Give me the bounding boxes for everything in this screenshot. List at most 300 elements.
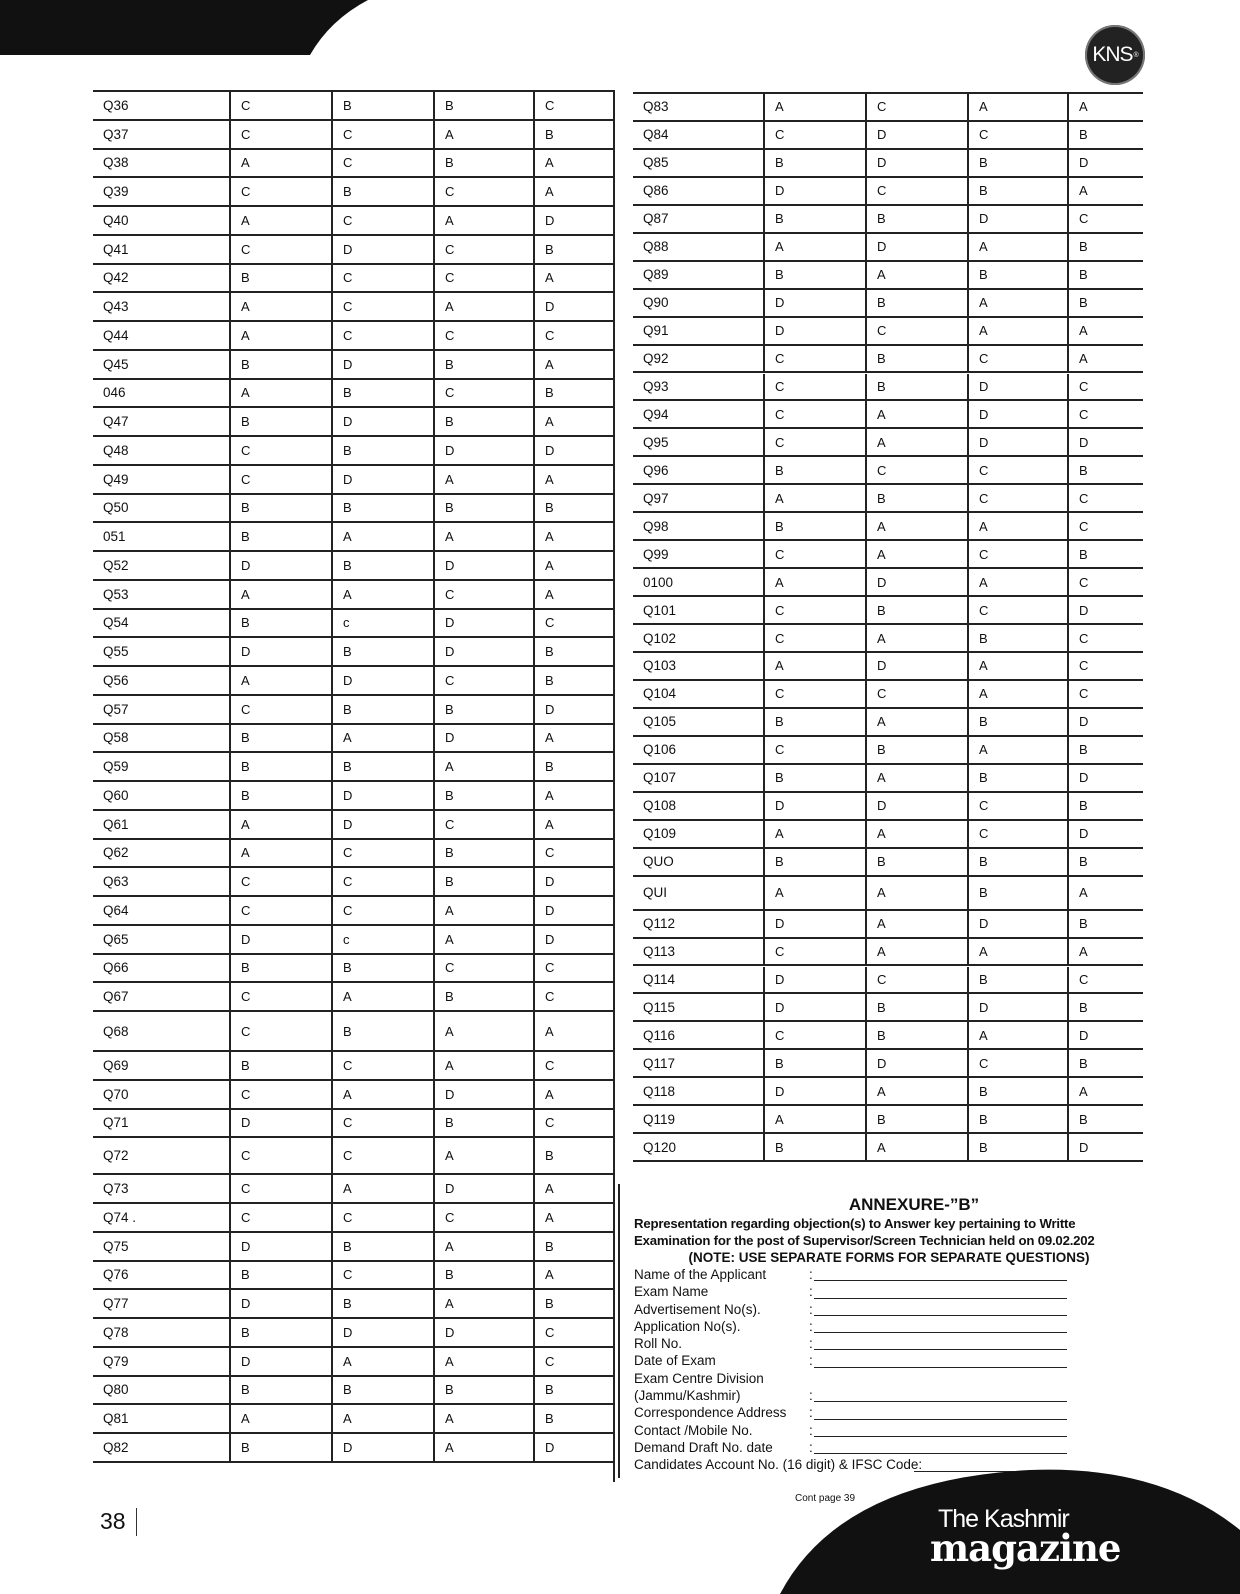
question-number-cell: Q116 [643, 1027, 676, 1043]
form-field-line[interactable] [814, 1298, 1067, 1299]
answer-cell: D [331, 351, 433, 378]
answer-cell: B [433, 351, 533, 378]
brand-the-kashmir: The Kashmir [938, 1505, 1069, 1533]
table-row [93, 1052, 615, 1081]
answer-cell: A [433, 1348, 533, 1375]
answer-cell: A [533, 725, 633, 752]
answer-cell: C [229, 121, 331, 148]
answer-cell: C [967, 485, 1067, 511]
answer-cell: A [967, 737, 1067, 763]
answer-cell: C [967, 541, 1067, 567]
question-number-cell: Q81 [103, 1411, 129, 1427]
answer-cell: A [229, 322, 331, 349]
answer-cell: D [1067, 150, 1167, 176]
answer-cell: D [1067, 429, 1167, 455]
form-field-line[interactable] [814, 1349, 1067, 1350]
answer-cell: D [433, 1319, 533, 1346]
answer-cell: D [1067, 1134, 1167, 1160]
question-number-cell: Q67 [103, 989, 129, 1005]
question-number-cell: Q37 [103, 126, 129, 142]
answer-cell: A [331, 983, 433, 1010]
answer-cell: C [967, 346, 1067, 372]
form-field-label: Contact /Mobile No. [634, 1422, 753, 1438]
answer-cell: D [229, 1233, 331, 1260]
question-number-cell: Q92 [643, 351, 669, 367]
answer-cell: C [433, 955, 533, 982]
answer-cell: A [763, 234, 865, 260]
answer-cell: B [331, 437, 433, 464]
answer-key-table-right [633, 92, 1143, 1181]
answer-cell: A [1067, 178, 1167, 204]
table-row [93, 696, 615, 725]
answer-cell: A [433, 897, 533, 924]
answer-cell: A [331, 1081, 433, 1108]
answer-cell: B [533, 1138, 633, 1173]
answer-cell: A [865, 911, 967, 937]
table-row [633, 737, 1143, 765]
answer-cell: C [1067, 625, 1167, 651]
answer-cell: C [433, 380, 533, 407]
form-field-colon: : [809, 1318, 813, 1334]
answer-cell: D [331, 782, 433, 809]
answer-cell: D [865, 122, 967, 148]
form-field-line[interactable] [814, 1280, 1067, 1281]
answer-cell: A [229, 667, 331, 694]
answer-cell: C [865, 457, 967, 483]
question-number-cell: Q96 [643, 462, 669, 478]
answer-cell: A [533, 466, 633, 493]
table-row [633, 625, 1143, 653]
question-number-cell: Q108 [643, 798, 677, 814]
question-number-cell: Q90 [643, 295, 669, 311]
answer-cell: B [763, 150, 865, 176]
question-number-cell: Q61 [103, 816, 129, 832]
table-row [633, 569, 1143, 597]
answer-cell: D [533, 207, 633, 234]
answer-cell: D [533, 868, 633, 895]
question-number-cell: Q82 [103, 1439, 129, 1455]
answer-cell: B [865, 737, 967, 763]
answer-cell: B [1067, 1106, 1167, 1132]
answer-cell: A [533, 150, 633, 177]
question-number-cell: Q89 [643, 267, 669, 283]
table-row [93, 1377, 615, 1406]
answer-cell: C [229, 1204, 331, 1231]
answer-cell: B [1067, 457, 1167, 483]
table-row [633, 1022, 1143, 1050]
answer-cell: B [865, 1106, 967, 1132]
answer-cell: A [865, 877, 967, 909]
form-field-label: Exam Name [634, 1284, 709, 1300]
question-number-cell: Q117 [643, 1055, 676, 1071]
question-number-cell: Q38 [103, 155, 129, 171]
table-row [93, 351, 615, 380]
answer-cell: C [763, 1022, 865, 1048]
table-row [633, 178, 1143, 206]
answer-cell: C [1067, 401, 1167, 427]
question-number-cell: Q107 [643, 770, 677, 786]
question-number-cell: Q114 [643, 971, 676, 987]
question-number-cell: Q66 [103, 960, 129, 976]
question-number-cell: Q60 [103, 787, 129, 803]
answer-cell: C [1067, 569, 1167, 595]
answer-cell: D [763, 793, 865, 819]
answer-cell: B [1067, 793, 1167, 819]
answer-cell: D [533, 1434, 633, 1461]
answer-cell: B [533, 495, 633, 522]
table-row [93, 408, 615, 437]
answer-cell: B [967, 877, 1067, 909]
answer-cell: B [229, 1377, 331, 1404]
answer-cell: D [331, 408, 433, 435]
answer-cell: B [967, 1106, 1067, 1132]
answer-cell: C [763, 625, 865, 651]
answer-cell: D [865, 569, 967, 595]
answer-cell: C [763, 122, 865, 148]
answer-cell: D [865, 653, 967, 679]
answer-cell: B [433, 150, 533, 177]
answer-cell: A [1067, 1078, 1167, 1104]
answer-cell: C [533, 1052, 633, 1079]
table-row [93, 667, 615, 696]
form-field-label: Application No(s). [634, 1318, 741, 1334]
question-number-cell: Q76 [103, 1267, 129, 1283]
table-border [613, 92, 615, 1482]
answer-cell: A [1067, 346, 1167, 372]
answer-cell: C [331, 1052, 433, 1079]
answer-cell: A [533, 351, 633, 378]
table-row [633, 541, 1143, 569]
answer-cell: D [433, 1175, 533, 1202]
question-number-cell: Q106 [643, 742, 677, 758]
registered-mark: ® [1133, 51, 1138, 59]
form-field-colon: : [809, 1301, 813, 1317]
form-field [634, 1301, 1144, 1318]
question-number-cell: Q79 [103, 1353, 129, 1369]
answer-cell: B [229, 351, 331, 378]
form-field [634, 1422, 1144, 1439]
answer-cell: C [229, 1081, 331, 1108]
form-field [634, 1318, 1144, 1335]
answer-cell: D [533, 696, 633, 723]
table-row [93, 725, 615, 754]
question-number-cell: 0100 [643, 574, 674, 590]
answer-cell: B [331, 955, 433, 982]
table-row [633, 793, 1143, 821]
answer-cell: B [229, 753, 331, 780]
answer-cell: D [331, 811, 433, 838]
annexure-form [634, 1195, 1144, 1474]
answer-cell: D [763, 994, 865, 1020]
answer-cell: B [1067, 994, 1167, 1020]
answer-cell: C [433, 667, 533, 694]
question-number-cell: Q97 [643, 490, 669, 506]
column-divider [618, 1184, 620, 1478]
answer-cell: B [865, 994, 967, 1020]
answer-cell: A [967, 653, 1067, 679]
answer-cell: B [433, 868, 533, 895]
answer-cell: C [865, 681, 967, 707]
answer-cell: B [229, 725, 331, 752]
question-number-cell: Q93 [643, 378, 669, 394]
answer-cell: D [229, 1348, 331, 1375]
answer-cell: D [229, 1110, 331, 1137]
answer-cell: C [967, 793, 1067, 819]
answer-cell: A [433, 1052, 533, 1079]
answer-cell: D [763, 967, 865, 993]
table-row [633, 122, 1143, 150]
answer-cell: D [533, 926, 633, 953]
answer-cell: A [865, 709, 967, 735]
page-number-divider [136, 1508, 137, 1536]
answer-cell: B [331, 495, 433, 522]
answer-cell: B [533, 1290, 633, 1317]
answer-cell: B [967, 262, 1067, 288]
answer-cell: D [763, 911, 865, 937]
answer-cell: A [865, 821, 967, 847]
answer-cell: B [763, 849, 865, 875]
question-number-cell: Q42 [103, 270, 129, 286]
form-field [634, 1370, 1144, 1387]
answer-cell: B [1067, 122, 1167, 148]
answer-cell: D [967, 429, 1067, 455]
answer-cell: C [229, 236, 331, 263]
answer-cell: B [967, 967, 1067, 993]
question-number-cell: Q119 [643, 1111, 676, 1127]
table-row [93, 638, 615, 667]
answer-cell: C [433, 581, 533, 608]
table-row [93, 265, 615, 294]
answer-cell: C [331, 150, 433, 177]
table-row [93, 92, 615, 121]
form-field-label: Candidates Account No. (16 digit) & IFSC Code: [634, 1457, 923, 1473]
table-row [633, 318, 1143, 346]
answer-cell: C [1067, 374, 1167, 400]
table-row [633, 485, 1143, 513]
question-number-cell: Q109 [643, 826, 677, 842]
answer-cell: A [229, 293, 331, 320]
answer-cell: A [533, 1081, 633, 1108]
answer-cell: B [331, 1012, 433, 1050]
answer-cell: C [229, 983, 331, 1010]
table-row [93, 753, 615, 782]
answer-cell: A [763, 1106, 865, 1132]
table-row [633, 681, 1143, 709]
table-row [633, 967, 1143, 995]
answer-cell: A [967, 290, 1067, 316]
answer-cell: B [331, 753, 433, 780]
answer-cell: B [433, 983, 533, 1010]
form-field-line[interactable] [814, 1436, 1067, 1437]
continued-note: Cont page 39 [795, 1493, 856, 1504]
answer-cell: A [1067, 318, 1167, 344]
answer-cell: C [331, 207, 433, 234]
question-number-cell: Q78 [103, 1324, 129, 1340]
question-number-cell: Q63 [103, 874, 129, 890]
answer-cell: A [533, 1262, 633, 1289]
question-number-cell: Q77 [103, 1296, 129, 1312]
answer-cell: D [331, 1319, 433, 1346]
question-number-cell: Q48 [103, 442, 129, 458]
answer-cell: B [229, 523, 331, 550]
table-row [633, 821, 1143, 849]
question-number-cell: QUI [643, 885, 668, 901]
question-number-cell: Q40 [103, 212, 129, 228]
form-field [634, 1352, 1144, 1369]
answer-cell: C [229, 92, 331, 119]
table-row [93, 811, 615, 840]
question-number-cell: Q115 [643, 999, 676, 1015]
answer-cell: D [229, 1290, 331, 1317]
answer-cell: B [331, 1233, 433, 1260]
answer-cell: B [433, 1110, 533, 1137]
answer-cell: D [331, 466, 433, 493]
answer-cell: B [967, 178, 1067, 204]
question-number-cell: Q99 [643, 546, 669, 562]
answer-cell: B [1067, 911, 1167, 937]
table-row [93, 1319, 615, 1348]
answer-cell: C [763, 429, 865, 455]
answer-cell: A [533, 811, 633, 838]
answer-cell: C [229, 868, 331, 895]
answer-cell: A [433, 523, 533, 550]
form-field [634, 1387, 1144, 1404]
brand-magazine: magazine [930, 1526, 1121, 1570]
answer-cell: C [533, 1319, 633, 1346]
question-number-cell: Q72 [103, 1148, 129, 1164]
form-field-label: Advertisement No(s). [634, 1301, 761, 1317]
answer-cell: C [763, 681, 865, 707]
answer-cell: D [763, 178, 865, 204]
answer-cell: C [865, 178, 967, 204]
table-row [93, 983, 615, 1012]
answer-cell: B [533, 638, 633, 665]
table-row [633, 346, 1143, 374]
answer-cell: A [533, 782, 633, 809]
answer-cell: B [763, 457, 865, 483]
answer-key-table-left [93, 90, 615, 1482]
table-row [93, 1233, 615, 1262]
table-row [93, 236, 615, 265]
form-field [634, 1404, 1144, 1421]
answer-cell: D [763, 1078, 865, 1104]
question-number-cell: Q62 [103, 845, 129, 861]
answer-cell: D [967, 911, 1067, 937]
answer-cell: C [533, 1348, 633, 1375]
answer-cell: D [331, 1434, 433, 1461]
answer-cell: D [433, 638, 533, 665]
answer-cell: A [229, 811, 331, 838]
answer-cell: A [229, 150, 331, 177]
answer-cell: D [865, 150, 967, 176]
answer-cell: D [1067, 709, 1167, 735]
form-field-line[interactable] [814, 1401, 1067, 1402]
table-row [633, 1050, 1143, 1078]
form-field-line[interactable] [814, 1315, 1067, 1316]
form-field-colon: : [809, 1267, 813, 1282]
answer-cell: B [533, 121, 633, 148]
question-number-cell: Q49 [103, 471, 129, 487]
question-number-cell: 051 [103, 529, 126, 545]
answer-cell: A [229, 380, 331, 407]
table-row [93, 1110, 615, 1139]
kns-logo-text: KNS [1092, 43, 1133, 66]
answer-cell: D [433, 610, 533, 637]
answer-cell: C [967, 457, 1067, 483]
answer-cell: A [967, 569, 1067, 595]
form-field-line[interactable] [814, 1419, 1067, 1420]
form-field-line[interactable] [814, 1367, 1067, 1368]
answer-cell: A [865, 1078, 967, 1104]
table-row [93, 552, 615, 581]
annexure-note: (NOTE: USE SEPARATE FORMS FOR SEPARATE QUESTIONS) [688, 1250, 1090, 1265]
table-row [93, 1434, 615, 1463]
answer-cell: C [331, 868, 433, 895]
answer-cell: A [229, 840, 331, 867]
question-number-cell: Q53 [103, 586, 129, 602]
table-row [633, 262, 1143, 290]
question-number-cell: Q101 [643, 602, 677, 618]
answer-cell: D [331, 667, 433, 694]
answer-cell: D [763, 318, 865, 344]
answer-cell: B [331, 638, 433, 665]
table-row [633, 849, 1143, 877]
answer-cell: C [533, 840, 633, 867]
answer-cell: A [533, 408, 633, 435]
answer-cell: A [865, 513, 967, 539]
question-number-cell: Q104 [643, 686, 677, 702]
answer-cell: A [865, 765, 967, 791]
question-number-cell: Q45 [103, 356, 129, 372]
table-row [633, 150, 1143, 178]
answer-cell: A [533, 552, 633, 579]
answer-cell: C [433, 178, 533, 205]
table-row [93, 840, 615, 869]
answer-cell: A [533, 523, 633, 550]
question-number-cell: Q58 [103, 730, 129, 746]
answer-cell: C [967, 597, 1067, 623]
answer-cell: B [865, 374, 967, 400]
answer-cell: C [229, 897, 331, 924]
table-row [93, 1204, 615, 1233]
table-row [633, 653, 1143, 681]
form-field-label: (Jammu/Kashmir) [634, 1388, 741, 1404]
answer-cell: B [865, 485, 967, 511]
answer-cell: D [533, 437, 633, 464]
answer-cell: B [331, 552, 433, 579]
answer-cell: A [433, 466, 533, 493]
answer-cell: B [229, 1262, 331, 1289]
answer-cell: C [1067, 653, 1167, 679]
question-number-cell: Q113 [643, 944, 676, 960]
table-row [93, 178, 615, 207]
answer-cell: D [433, 1081, 533, 1108]
table-row [93, 437, 615, 466]
answer-cell: B [763, 1050, 865, 1076]
question-number-cell: Q50 [103, 500, 129, 516]
question-number-cell: Q80 [103, 1382, 129, 1398]
question-number-cell: Q69 [103, 1057, 129, 1073]
answer-cell: B [967, 1134, 1067, 1160]
answer-cell: A [533, 265, 633, 292]
question-number-cell: Q86 [643, 183, 669, 199]
answer-cell: B [533, 236, 633, 263]
answer-cell: C [763, 737, 865, 763]
form-field-line[interactable] [814, 1332, 1067, 1333]
question-number-cell: Q43 [103, 299, 129, 315]
answer-cell: C [229, 466, 331, 493]
answer-cell: B [331, 178, 433, 205]
